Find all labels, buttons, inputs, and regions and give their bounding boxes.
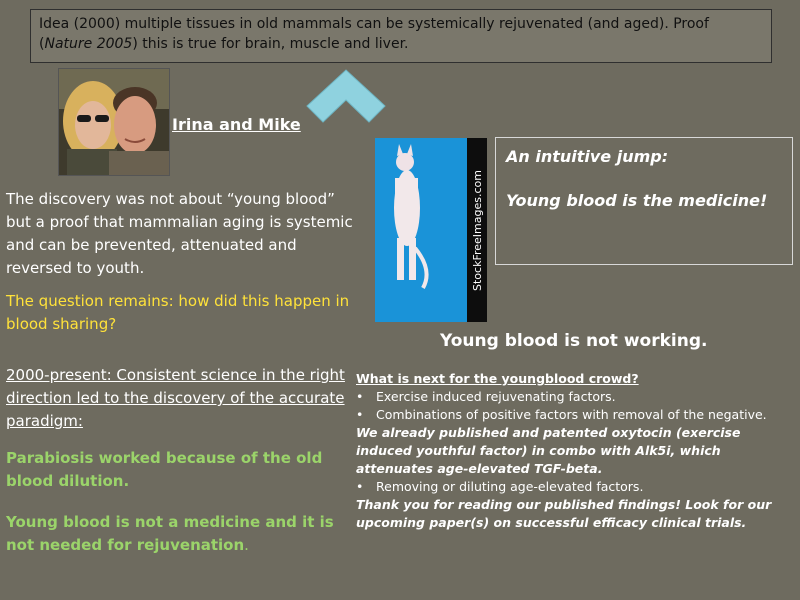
bullet-marker: • [356,407,364,422]
intro-text-start: Idea (2000) multiple tissues in old mammals can be systemically rejuvenated (and aged). Proof ( [39,16,709,52]
bullet-item [356,388,794,406]
next-steps-title: What is next for the youngblood crowd? [356,371,639,386]
bullet-item [356,478,794,496]
bullet-combinations: Combinations of positive factors with removal of the negative. [376,407,767,422]
intuitive-heading: An intuitive jump: [506,147,669,166]
stock-watermark: StockFreeImages.com [470,169,484,291]
intuitive-statement: Young blood is the medicine! [506,191,768,210]
bullet-item [356,406,794,424]
conclusion-period: . [244,536,249,554]
oxytocin-note: We already published and patented oxytocin (exercise induced youthful factor) in combo with Alk5i, which attenuates age-elevated TGF-beta. [356,425,741,476]
parabiosis-paragraph: Parabiosis worked because of the old blood dilution. [6,449,323,490]
chevron-up-icon [305,68,387,124]
conclusion-text: Young blood is not a medicine and it is not needed for rejuvenation [6,513,334,554]
intro-text-end: ) this is true for brain, muscle and liver. [132,36,409,52]
conclusion-paragraph [6,511,362,557]
bullet-marker: • [356,479,364,494]
intro-journal: Nature 2005 [44,36,133,52]
left-column [6,188,362,557]
bullet-dilution: Removing or diluting age-elevated factors. [376,479,644,494]
right-column [356,370,794,532]
not-working-heading: Young blood is not working. [440,331,708,351]
photo-caption: Irina and Mike [172,115,301,134]
thank-you-note: Thank you for reading our published findings! Look for our upcoming paper(s) on successful efficacy clinical trials. [356,497,772,530]
discovery-paragraph: The discovery was not about “young blood” but a proof that mammalian aging is systemic and can be prevented, attenuated and reversed to youth. [6,190,353,277]
question-paragraph: The question remains: how did this happen in blood sharing? [6,292,350,333]
bullet-exercise: Exercise induced rejuvenating factors. [376,389,616,404]
intro-box [30,9,772,63]
people-photo [58,68,170,176]
bullet-marker: • [356,389,364,404]
intuitive-jump-box [495,137,793,265]
history-paragraph: 2000-present: Consistent science in the right direction led to the discovery of the accurate paradigm: [6,366,345,430]
cat-stock-image [375,138,487,322]
